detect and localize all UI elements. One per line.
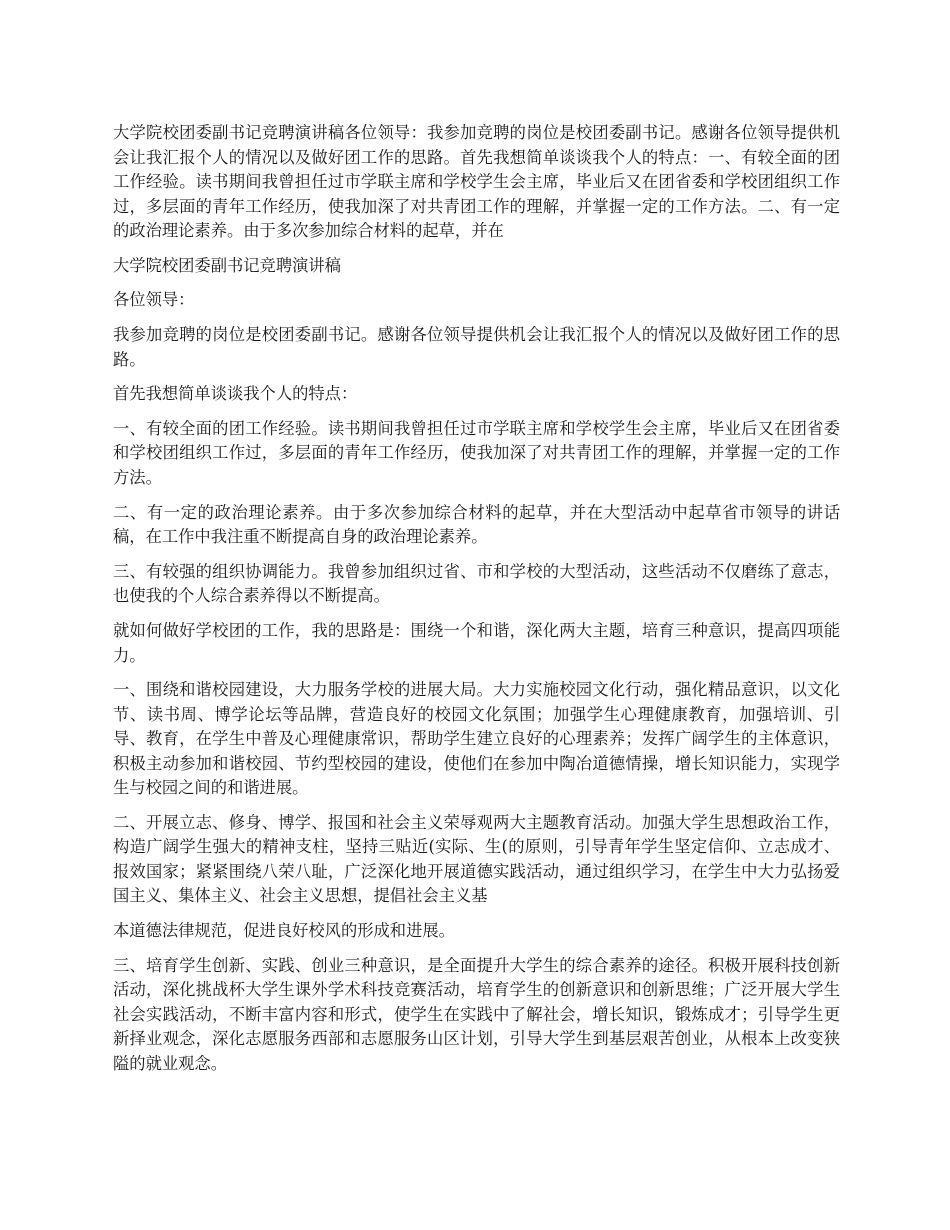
body-paragraph: 就如何做好学校团的工作，我的思路是：围绕一个和谐，深化两大主题，培育三种意识，提高四项能力。 (113, 621, 840, 665)
body-paragraph: 三、培育学生创新、实践、创业三种意识，是全面提升大学生的综合素养的途径。积极开展科技创新活动，深化挑战杯大学生课外学术科技竞赛活动，培育学生的创新意识和创新思维；广泛开展大学生社会实践活动，不断丰富内容和形式，使学生在实践中了解社会，增长知识，锻炼成才；引导学生更新择业观念，深化志愿服务西部和志愿服务山区计划，引导大学生到基层艰苦创业，从根本上改变狭隘的就业观念。 (113, 955, 840, 1073)
body-paragraph: 首先我想简单谈谈我个人的特点： (113, 384, 358, 404)
salutation: 各位领导： (113, 290, 195, 310)
document-title: 大学院校团委副书记竞聘演讲稿 (113, 255, 341, 275)
body-paragraph: 二、有一定的政治理论素养。由于多次参加综合材料的起草，并在大型活动中起草省市领导的讲话稿，在工作中我注重不断提高自身的政治理论素养。 (113, 502, 840, 547)
body-paragraph: 二、开展立志、修身、博学、报国和社会主义荣辱观两大主题教育活动。加强大学生思想政治工作，构造广阔学生强大的精神支柱，坚持三贴近(实际、生(的原则，引导青年学生坚定信仰、立志成才、报效国家；紧紧围绕八荣八耻，广泛深化地开展道德实践活动，通过组织学习，在学生中大力弘扬爱国主义、集体主义、社会主义思想，提倡社会主义基 (113, 812, 840, 906)
document-page (113, 121, 840, 1086)
summary-paragraph: 大学院校团委副书记竞聘演讲稿各位领导：我参加竞聘的岗位是校团委副书记。感谢各位领导提供机会让我汇报个人的情况以及做好团工作的思路。首先我想简单谈谈我个人的特点：一、有较全面的团工作经验。读书期间我曾担任过市学联主席和学校学生会主席，毕业后又在团省委和学校团组织工作过，多层面的青年工作经历，使我加深了对共青团工作的理解，并掌握一定的工作方法。二、有一定的政治理论素养。由于多次参加综合材料的起草，并在 (113, 123, 840, 240)
body-paragraph: 一、围绕和谐校园建设，大力服务学校的进展大局。大力实施校园文化行动，强化精品意识，以文化节、读书周、博学论坛等品牌，营造良好的校园文化氛围；加强学生心理健康教育，加强培训、引导、教育，在学生中普及心理健康常识，帮助学生建立良好的心理素养；发挥广阔学生的主体意识，积极主动参加和谐校园、节约型校园的建设，使他们在参加中陶冶道德情操，增长知识能力，实现学生与校园之间的和谐进展。 (113, 680, 840, 798)
body-paragraph: 一、有较全面的团工作经验。读书期间我曾担任过市学联主席和学校学生会主席，毕业后又在团省委和学校团组织工作过，多层面的青年工作经历，使我加深了对共青团工作的理解，并掌握一定的工作方法。 (113, 418, 840, 487)
body-paragraph: 我参加竞聘的岗位是校团委副书记。感谢各位领导提供机会让我汇报个人的情况以及做好团工作的思路。 (113, 325, 840, 369)
body-paragraph: 本道德法律规范，促进良好校风的形成和进展。 (113, 921, 455, 941)
body-paragraph: 三、有较强的组织协调能力。我曾参加组织过省、市和学校的大型活动，这些活动不仅磨练了意志，也使我的个人综合素养得以不断提高。 (113, 561, 840, 606)
